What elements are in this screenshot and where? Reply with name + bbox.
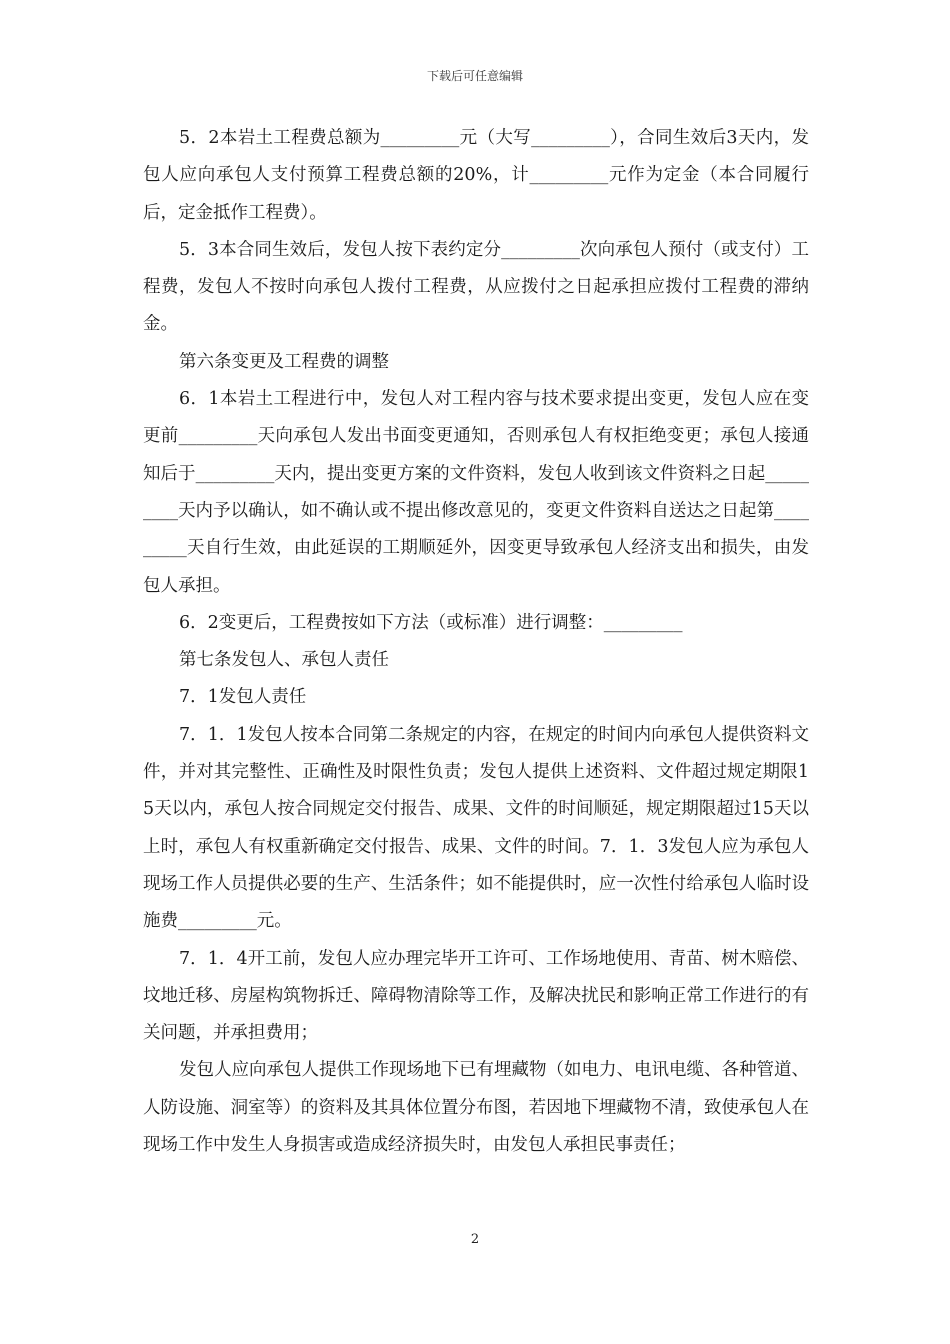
document-body: [143, 120, 809, 1164]
paragraph-5-3: 5．3本合同生效后，发包人按下表约定分_________次向承包人预付（或支付）工程费，发包人不按时向承包人拨付工程费，从应拨付之日起承担应拨付工程费的滞纳金。: [143, 239, 809, 335]
paragraph-6-2: 6．2变更后，工程费按如下方法（或标准）进行调整：_________: [179, 612, 683, 633]
subheading-7-1: 7．1发包人责任: [179, 687, 307, 708]
paragraph-5-2: 5．2本岩土工程费总额为_________元（大写_________），合同生效后3天内，发包人应向承包人支付预算工程费总额的20%，计_________元作为定金（本合同履行后，定金抵作工程费）。: [143, 128, 809, 223]
paragraph-7-1-4: 7．1．4开工前，发包人应办理完毕开工许可、工作场地使用、青苗、树木赔偿、坟地迁移、房屋构筑物拆迁、障碍物清除等工作，及解决扰民和影响正常工作进行的有关问题，并承担费用；: [143, 948, 809, 1044]
page-number: 2: [470, 1232, 480, 1247]
paragraph-6-1: 6．1本岩土工程进行中，发包人对工程内容与技术要求提出变更，发包人应在变更前_________天向承包人发出书面变更通知，否则承包人有权拒绝变更；承包人接通知后于_________天内，提出变更方案的文件资料，发包人收到该文件资料之日起_________天内予以确认，如不确认或不提出修改意见的，变更文件资料自送达之日起第_________天自行生效，由此延误的工期顺延外，因变更导致承包人经济支出和损失，由发包人承担。: [143, 389, 809, 596]
section-heading-article-6: 第六条变更及工程费的调整: [179, 351, 389, 372]
section-heading-article-7: 第七条发包人、承包人责任: [179, 650, 389, 671]
paragraph-underground-objects: 发包人应向承包人提供工作现场地下已有埋藏物（如电力、电讯电缆、各种管道、人防设施、洞室等）的资料及其具体位置分布图，若因地下埋藏物不清，致使承包人在现场工作中发生人身损害或造成经济损失时，由发包人承担民事责任；: [143, 1060, 809, 1156]
paragraph-7-1-1: 7．1．1发包人按本合同第二条规定的内容，在规定的时间内向承包人提供资料文件，并对其完整性、正确性及时限性负责；发包人提供上述资料、文件超过规定期限15天以内，承包人按合同规定交付报告、成果、文件的时间顺延，规定期限超过15天以上时，承包人有权重新确定交付报告、成果、文件的时间。7．1．3发包人应为承包人现场工作人员提供必要的生产、生活条件；如不能提供时，应一次性付给承包人临时设施费_________元。: [143, 724, 809, 932]
page-header: 下载后可任意编辑: [426, 69, 523, 83]
